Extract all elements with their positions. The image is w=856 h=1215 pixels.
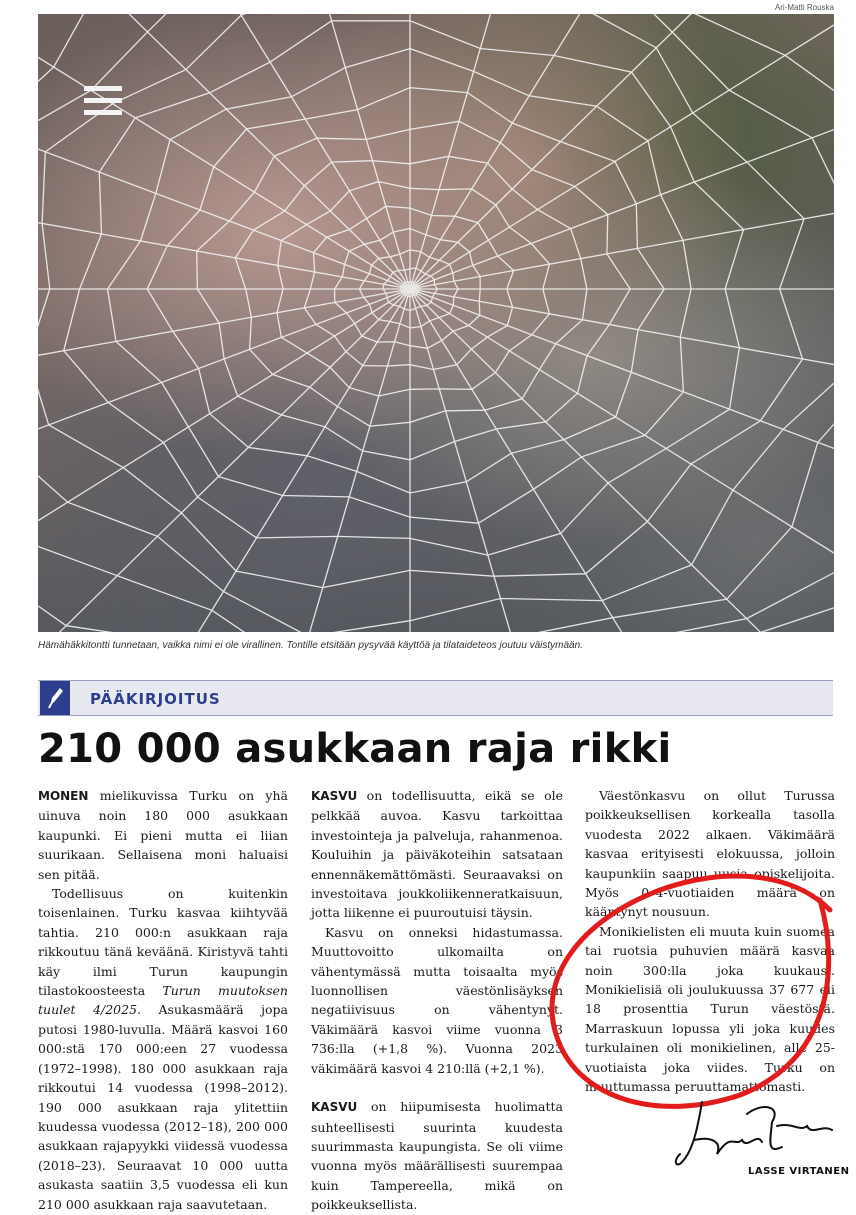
- author-name: LASSE VIRTANEN: [748, 1166, 850, 1177]
- paragraph: Kasvu on onneksi hidastumassa. Muuttovoitto ulkomailta on vähentymässä mutta toisaalta myös luonnollisen väestönlisäyksen negatiivisuus on vähentynyt. Väkimäärä kasvoi viime vuonna 3 736:lla (+1,8 %). Vuonna 2023 väkimäärä kasvoi 4 210:llä (+2,1 %).: [311, 924, 563, 1076]
- paragraph: Todellisuus on kuitenkin toisenlainen. Turku kasvaa kiihtyvää tahtia. 210 000:n asukkaan raja rikkoutuu tänä keväänä. Kiristyvä tahti käy ilmi Turun kaupungin tilastokoosteesta Turun muutoksen tuulet 4/2025. Asukasmäärä jopa putosi 1980-luvulla. Määrä kasvoi 160 000:stä 170 000:een 27 vuodessa (1972–1998). 180 000 asukkaan raja rikkoutui 14 vuodessa (1998–2012). 190 000 asukkaan raja ylitettiin kuudessa vuodessa (2012–18), 200 000 asukkaan rajapyykki viidessä vuodessa (2018–23). Seuraavat 10 000 uutta asukasta saatiin 3,5 vuodessa eli kun 210 000 asukkaan raja saavutetaan.: [38, 886, 288, 1212]
- paragraph: Väestönkasvu on ollut Turussa poikkeuksellisen korkealla tasolla vuodesta 2022 alkaen. Väkimäärä kasvaa erityisesti elokuussa, jolloin kaupunkiin saapuu uusia opiskelijoita. Myös 0–4-vuotiaiden määrä on kääntynyt nousuun.: [585, 788, 835, 920]
- spider-web-artwork: [38, 14, 834, 632]
- article-photo: [38, 14, 834, 632]
- article-column-2: [311, 786, 563, 1215]
- photo-caption: Hämähäkkitontti tunnetaan, vaikka nimi ei ole virallinen. Tontille etsitään pysyvää käyttöä ja tilataideteos joutuu väistymään.: [38, 640, 583, 651]
- article-column-1: [38, 786, 288, 1214]
- article-headline: 210 000 asukkaan raja rikki: [38, 726, 672, 772]
- red-circle-annotation: [540, 860, 840, 1120]
- paragraph: Monikielisten eli muuta kuin suomea tai ruotsia puhuvien määrä kasvaa noin 300:lla joka kuukausi. Monikielisiä oli joulukuussa 37 677 eli 18 prosenttia Turun väestöstä. Marraskuun lopussa yli joka kuudes turkulainen oli monikielinen, alle 25-vuotiaista joka viides. Turku on muuttumassa peruuttamattomasti.: [585, 923, 835, 1095]
- paragraph: MONEN mielikuvissa Turku on yhä uinuva noin 180 000 asukkaan kaupunki. Ei pieni mutta ei liian suurikaan. Sellaisena moni haluaisi sen pitää.: [38, 788, 288, 882]
- section-header: [38, 680, 833, 716]
- photo-credit: Ari-Matti Rouska: [774, 3, 834, 12]
- pen-icon: [40, 681, 70, 715]
- paragraph: KASVU on todellisuutta, eikä se ole pelkkää auvoa. Kasvu tarkoittaa investointeja ja palveluja, rahanmenoa. Kouluihin ja päiväkoteihin satsataan ennennäkemättömästi. Seuraavaksi on investoitava joukkoliikenneratkaisuun, jotta liikenne ei puuroutuisi täysin.: [311, 788, 563, 921]
- section-label: PÄÄKIRJOITUS: [90, 690, 221, 708]
- paragraph: KASVU on hiipumisesta huolimatta suhteellisesti suurinta kuudesta suurimmasta kaupungista. Se oli viime vuonna myös määrällisesti suurempaa kuin Tampereella, mikä on poikkeuksellista.: [311, 1099, 563, 1213]
- hamburger-menu-icon[interactable]: [84, 86, 122, 122]
- author-signature: [672, 1092, 842, 1172]
